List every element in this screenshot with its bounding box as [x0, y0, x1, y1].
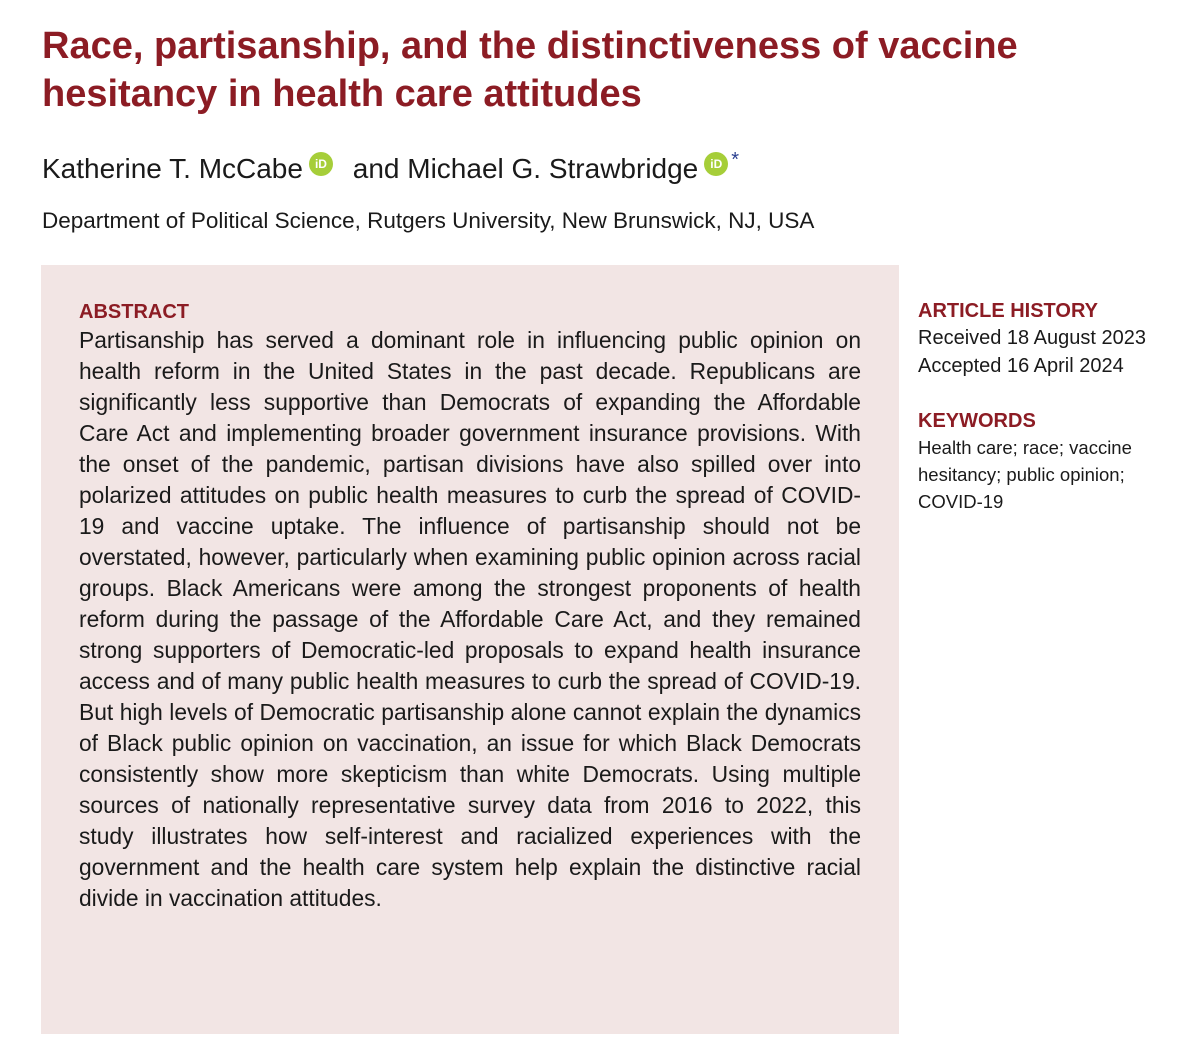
- author-list: [42, 142, 739, 187]
- abstract-box: [41, 265, 899, 1034]
- keywords-list: Health care; race; vaccine hesitancy; public opinion; COVID-19: [918, 437, 1132, 512]
- abstract-heading: ABSTRACT: [79, 301, 189, 323]
- author-connector: and: [352, 153, 400, 184]
- orcid-icon[interactable]: iD: [704, 152, 728, 176]
- author-name: Katherine T. McCabe: [42, 153, 303, 184]
- article-title: Race, partisanship, and the distinctiveness of vaccine hesitancy in health care attitudes: [42, 25, 1018, 115]
- article-history-heading: ARTICLE HISTORY: [918, 300, 1099, 322]
- received-date: Received 18 August 2023: [918, 327, 1146, 349]
- abstract-text: Partisanship has served a dominant role in influencing public opinion on health reform in the United States in the past decade. Republicans are significantly less supportive than Democrats of expanding the Affordable Care Act and implementing broader government insurance provisions. With the onset of the pandemic, partisan divisions have also spilled over into polarized attitudes on public health measures to curb the spread of COVID-19 and vaccine uptake. The influence of partisanship should not be overstated, however, particularly when examining public opinion across racial groups. Black Americans were among the strongest proponents of health reform during the passage of the Affordable Care Act, and they remained strong supporters of Democratic-led proposals to expand health insurance access and of many public health measures to curb the spread of COVID-19. But high levels of Democratic partisanship alone cannot explain the dynamics of Black public opinion on vaccination, an issue for which Black Democrats consistently show more skepticism than white Democrats. Using multiple sources of nationally representative survey data from 2016 to 2022, this study illustrates how self-interest and racialized experiences with the government and the health care system help explain the distinctive racial divide in vaccination attitudes.: [79, 327, 861, 911]
- article-history: [918, 298, 1188, 380]
- accepted-date: Accepted 16 April 2024: [918, 355, 1124, 377]
- author-affiliation: Department of Political Science, Rutgers University, New Brunswick, NJ, USA: [42, 208, 815, 233]
- keywords-section: [918, 408, 1188, 515]
- orcid-icon[interactable]: iD: [309, 152, 333, 176]
- corresponding-author-mark[interactable]: *: [731, 149, 740, 171]
- author-name: Michael G. Strawbridge: [407, 153, 699, 184]
- keywords-heading: KEYWORDS: [918, 410, 1036, 432]
